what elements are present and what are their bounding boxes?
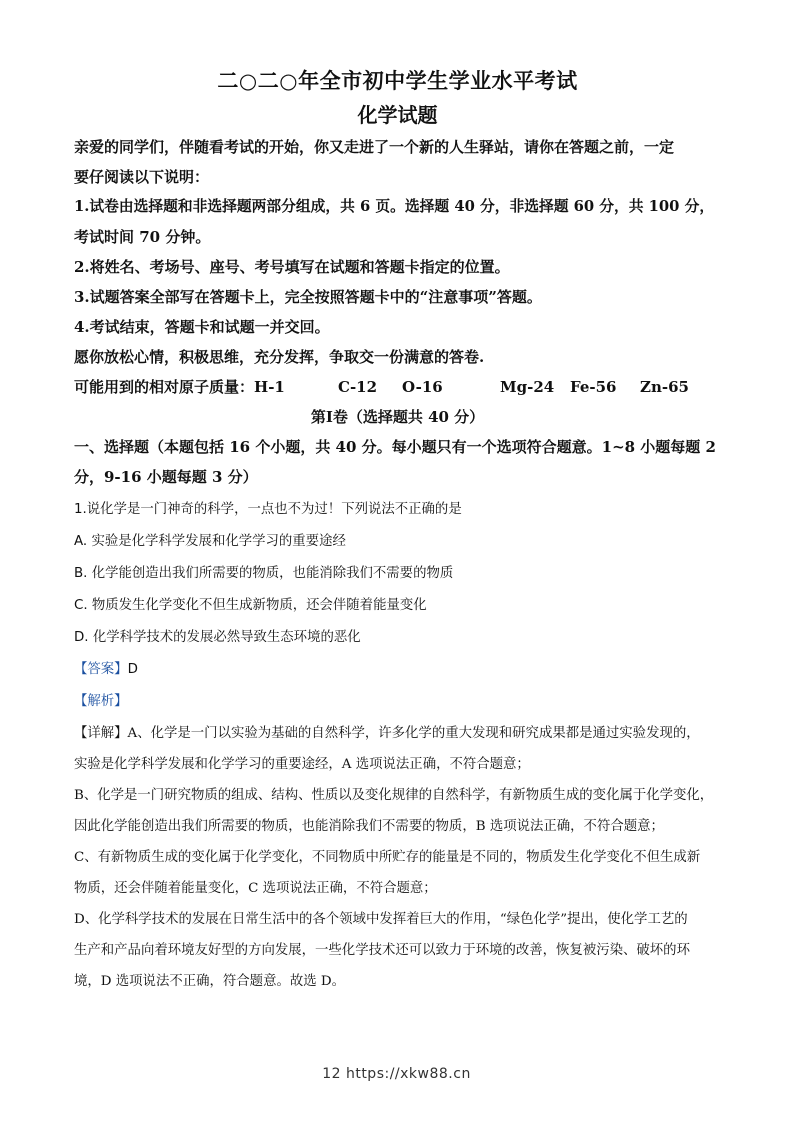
detail-line-1: 【详解】A、化学是一门以实验为基础的自然科学，许多化学的重大发现和研究成果都是通过实验发现的，	[74, 726, 700, 741]
section-line-1: 一、选择题（本题包括 16 个小题，共 40 分。每小题只有一个选项符合题意。1~8 小题每题 2	[74, 438, 716, 456]
question-stem: 1.说化学是一门神奇的科学，一点也不为过！下列说法不正确的是	[74, 502, 462, 517]
detail-line-2: 实验是化学科学发展和化学学习的重要途经，A 选项说法正确，不符合题意；	[74, 757, 530, 772]
intro-line-1: 亲爱的同学们，伴随看考试的开始，你又走进了一个新的人生驿站，请你在答题之前，一定	[74, 138, 675, 156]
volume-title: 第Ⅰ卷（选择题共 40 分）	[310, 408, 485, 426]
option-a: A. 实验是化学科学发展和化学学习的重要途经	[74, 534, 346, 549]
analysis-tag: 【解析】	[74, 694, 128, 709]
answer-line	[74, 654, 721, 686]
rule-4: 4.考试结束，答题卡和试题一并交回。	[74, 318, 330, 336]
detail-line-7: D、化学科学技术的发展在日常生活中的各个领域中发挥着巨大的作用，“绿色化学”提出，使化学工艺的	[74, 912, 688, 927]
rule-1-line-2: 考试时间 70 分钟。	[74, 228, 211, 246]
mass-mg: Mg-24	[500, 378, 555, 396]
exam-title: 二○二○年全市初中学生学业水平考试	[217, 68, 578, 93]
intro-line-2: 要仔阅读以下说明：	[74, 168, 210, 186]
rule-3: 3.试题答案全部写在答题卡上，完全按照答题卡中的“注意事项”答题。	[74, 288, 542, 306]
rule-1-line-1: 1.试卷由选择题和非选择题两部分组成，共 6 页。选择题 40 分，非选择题 60 分，共 100 分，	[74, 198, 715, 215]
mass-c: C-12	[338, 378, 378, 396]
option-c: C. 物质发生化学变化不但生成新物质，还会伴随着能量变化	[74, 598, 427, 613]
wish-line: 愿你放松心情，积极思维，充分发挥，争取交一份满意的答卷.	[74, 348, 485, 366]
atomic-masses-label: 可能用到的相对原子质量：	[74, 378, 255, 396]
rule-2: 2.将姓名、考场号、座号、考号填写在试题和答题卡指定的位置。	[74, 258, 510, 276]
section-line-2: 分，9-16 小题每题 3 分）	[74, 468, 258, 486]
page-footer: 12 https://xkw88.cn	[322, 1066, 471, 1082]
detail-line-4: 因此化学能创造出我们所需要的物质，也能消除我们不需要的物质，B 选项说法正确，不符合题意；	[74, 819, 664, 834]
analysis-line	[74, 686, 721, 718]
mass-h: H-1	[254, 378, 285, 396]
atomic-masses-row	[74, 372, 721, 402]
mass-o: O-16	[402, 378, 443, 396]
option-d: D. 化学科学技术的发展必然导致生态环境的恶化	[74, 630, 361, 645]
mass-zn: Zn-65	[640, 378, 689, 396]
subject-title: 化学试题	[357, 103, 438, 127]
detail-line-3: B、化学是一门研究物质的组成、结构、性质以及变化规律的自然科学，有新物质生成的变化属于化学变化，	[74, 788, 714, 803]
detail-line-6: 物质，还会伴随着能量变化，C 选项说法正确，不符合题意；	[74, 881, 437, 896]
mass-fe: Fe-56	[570, 378, 617, 396]
answer-tag: 【答案】	[74, 662, 128, 677]
answer-value: D	[127, 662, 138, 677]
detail-line-5: C、有新物质生成的变化属于化学变化，不同物质中所贮存的能量是不同的，物质发生化学变化不但生成新	[74, 850, 701, 865]
detail-line-8: 生产和产品向着环境友好型的方向发展，一些化学技术还可以致力于环境的改善，恢复被污染、破坏的环	[74, 943, 690, 958]
option-b: B. 化学能创造出我们所需要的物质，也能消除我们不需要的物质	[74, 566, 454, 581]
detail-line-9: 境，D 选项说法不正确，符合题意。故选 D。	[74, 974, 346, 989]
